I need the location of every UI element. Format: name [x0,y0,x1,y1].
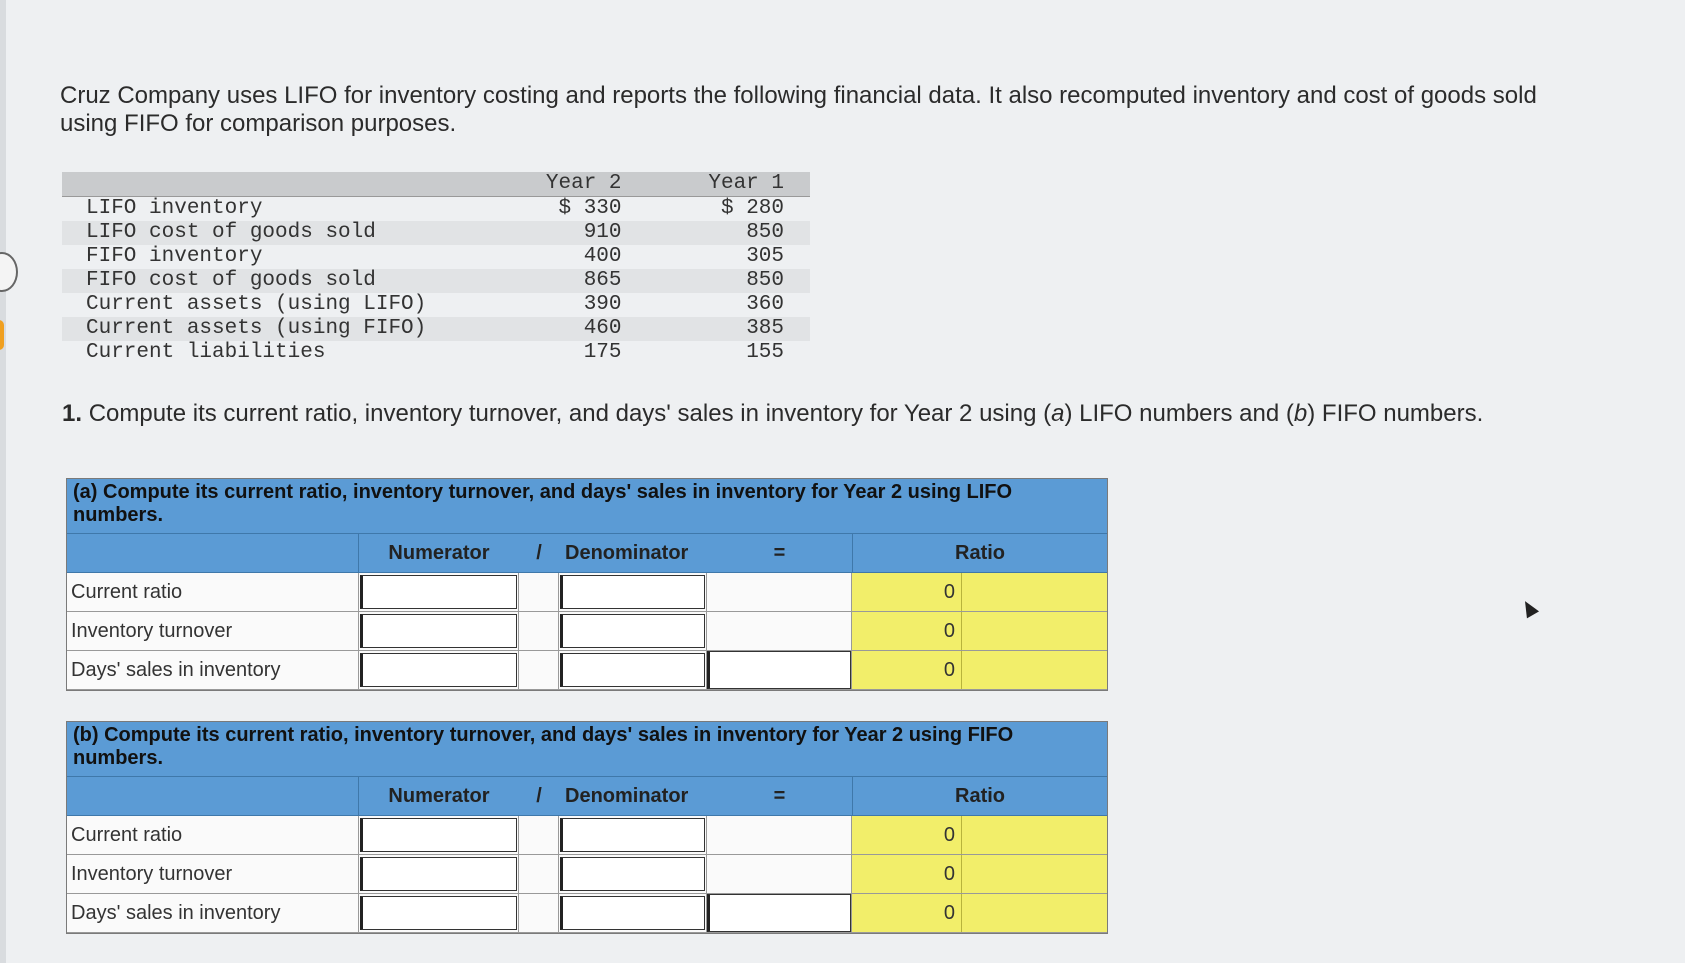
slash-cell [519,816,559,854]
row-label: FIFO inventory [86,245,263,268]
ratio-row [67,573,1107,612]
ratio-result: 0 [852,894,962,932]
ratio-row [67,612,1107,651]
column-header-ratio: Ratio [852,777,1107,815]
year-1-value: 305 [746,245,784,268]
denominator-input[interactable] [560,896,705,930]
year-2-value: 460 [485,317,647,341]
ratio-result: 0 [852,651,962,689]
ratio-row [67,855,1107,894]
flag-icon[interactable] [0,320,4,350]
year-1-value: 360 [746,293,784,316]
numerator-input[interactable] [360,896,517,930]
row-label: Current assets (using LIFO) [86,293,427,316]
numerator-cell [359,651,519,689]
table-row [62,245,810,269]
column-header-numerator: Numerator [388,785,490,807]
denominator-cell [559,573,707,611]
ratio-row [67,894,1107,933]
row-label: LIFO cost of goods sold [62,221,485,245]
column-header-numerator: Numerator [388,542,490,564]
column-header-blank [67,777,359,815]
question-part-b: b [1293,400,1308,427]
question-number: 1. [62,400,83,427]
year-2-value: 390 [583,293,622,316]
column-header-denominator: Denominator [565,542,689,564]
ratio-row [67,651,1107,690]
year-1-value: 850 [648,269,810,293]
column-header-slash: / [536,785,542,807]
column-header-blank [67,534,359,572]
table-row [62,269,810,293]
header-year-1: Year 1 [648,172,810,197]
year-2-value: 910 [485,221,647,245]
denominator-cell [559,894,707,932]
table-row [62,341,810,365]
ratio-result: 0 [852,816,962,854]
ratio-result-extra [962,816,1107,854]
column-header-equals: = [773,785,786,807]
ratio-row-label: Current ratio [67,816,359,854]
header-year-2: Year 2 [485,172,647,197]
ratio-row-label: Current ratio [67,573,359,611]
ratio-row [67,816,1107,855]
table-row [62,221,810,245]
column-header-row [67,534,1107,573]
equals-cell [707,816,852,854]
numerator-input[interactable] [360,575,517,609]
numerator-cell [359,894,519,932]
part-a-worksheet [66,478,1108,691]
table-row [62,317,810,341]
denominator-cell [559,651,707,689]
row-label: Current assets (using FIFO) [62,317,485,341]
ratio-result: 0 [852,855,962,893]
year-1-value: 850 [648,221,810,245]
part-a-title: (a) Compute its current ratio, inventory turnover, and days' sales in inventory for Year 2 using LIFO numbers. [67,479,1107,534]
ratio-result-extra [962,894,1107,932]
question-text-1: Compute its current ratio, inventory turnover, and days' sales in inventory for Year 2 using ( [88,400,1052,427]
denominator-cell [559,816,707,854]
year-2-value: $ 330 [558,197,622,220]
numerator-input[interactable] [360,857,517,891]
question-1 [62,400,1622,428]
column-header-slash: / [536,542,542,564]
year-1-value: 155 [746,341,784,364]
ratio-result-extra [962,651,1107,689]
header-blank [62,172,485,197]
numerator-input[interactable] [360,818,517,852]
slash-cell [519,573,559,611]
row-label: Current liabilities [86,341,326,364]
question-text-3: ) FIFO numbers. [1307,400,1484,427]
left-edge [0,0,6,963]
year-2-value: 400 [583,245,622,268]
multiplier-input[interactable] [707,651,851,689]
equals-cell [707,573,852,611]
numerator-input[interactable] [360,614,517,648]
year-2-value: 175 [583,341,622,364]
denominator-input[interactable] [560,818,705,852]
numerator-cell [359,855,519,893]
numerator-cell [359,573,519,611]
denominator-input[interactable] [560,575,705,609]
ratio-row-label: Days' sales in inventory [67,894,359,932]
numerator-cell [359,816,519,854]
mouse-pointer-icon [1519,598,1539,619]
year-1-value: $ 280 [720,197,784,220]
year-1-value: 385 [648,317,810,341]
ratio-result-extra [962,612,1107,650]
denominator-cell [559,855,707,893]
table-row [62,293,810,317]
equals-cell [707,855,852,893]
part-b-worksheet [66,721,1108,934]
slash-cell [519,612,559,650]
equals-cell [707,651,852,689]
ratio-result-extra [962,855,1107,893]
denominator-cell [559,612,707,650]
column-header-row [67,777,1107,816]
numerator-cell [359,612,519,650]
equals-cell [707,612,852,650]
row-label: FIFO cost of goods sold [62,269,485,293]
question-text-2: ) LIFO numbers and ( [1064,400,1294,427]
multiplier-input[interactable] [707,894,851,932]
problem-intro: Cruz Company uses LIFO for inventory costing and reports the following financial data. It also recomputed inventory and cost of goods sold using FIFO for comparison purposes. [60,82,1537,137]
row-label: LIFO inventory [86,197,263,220]
column-header-equals: = [773,542,786,564]
slash-cell [519,651,559,689]
question-part-a: a [1051,400,1065,427]
ratio-row-label: Days' sales in inventory [67,651,359,689]
column-header-ratio: Ratio [852,534,1107,572]
ratio-row-label: Inventory turnover [67,612,359,650]
ratio-result-extra [962,573,1107,611]
column-header-denominator: Denominator [565,785,689,807]
numerator-input[interactable] [360,653,517,687]
denominator-input[interactable] [560,857,705,891]
financial-data-table [62,172,810,365]
slash-cell [519,855,559,893]
equals-cell [707,894,852,932]
year-2-value: 865 [485,269,647,293]
ratio-result: 0 [852,612,962,650]
ratio-row-label: Inventory turnover [67,855,359,893]
denominator-input[interactable] [560,614,705,648]
denominator-input[interactable] [560,653,705,687]
slash-cell [519,894,559,932]
ratio-result: 0 [852,573,962,611]
table-row [62,197,810,222]
part-b-title: (b) Compute its current ratio, inventory turnover, and days' sales in inventory for Year 2 using FIFO numbers. [67,722,1107,777]
help-bubble-icon[interactable] [0,252,18,292]
